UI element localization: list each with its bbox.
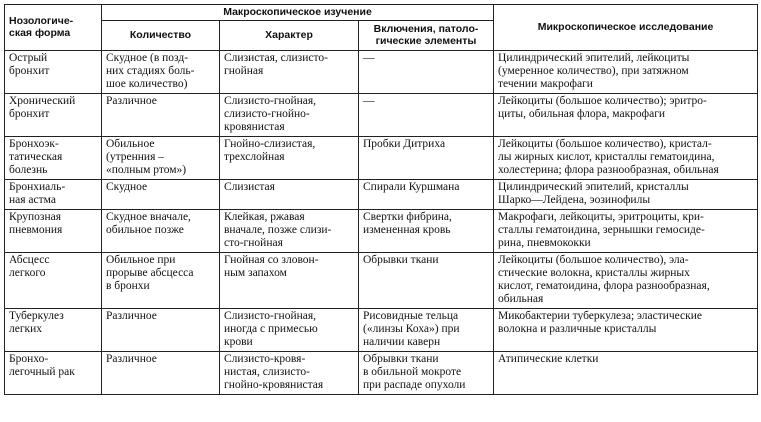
cell-inclusions: Спирали Куршмана bbox=[359, 180, 494, 210]
table-row bbox=[5, 210, 758, 253]
cell-form: Хронический бронхит bbox=[5, 94, 102, 137]
cell-character: Гнойно-слизистая, трехслойная bbox=[220, 137, 359, 180]
cell-form: Бронхо- легочный рак bbox=[5, 352, 102, 395]
sputum-table bbox=[4, 4, 758, 395]
header-row-1 bbox=[5, 5, 758, 21]
cell-form: Бронхиаль- ная астма bbox=[5, 180, 102, 210]
header-character: Характер bbox=[220, 21, 359, 51]
table-row bbox=[5, 309, 758, 352]
header-form: Нозологиче- ская форма bbox=[5, 5, 102, 51]
cell-character: Слизистая bbox=[220, 180, 359, 210]
cell-character: Слизисто-гнойная, иногда с примесью крови bbox=[220, 309, 359, 352]
cell-micro: Макрофаги, лейкоциты, эритроциты, кри- сталлы гематоидина, зернышки гемосиде- рина, пневмококки bbox=[494, 210, 758, 253]
header-inclusions: Включения, патоло- гические элементы bbox=[359, 21, 494, 51]
cell-inclusions: Обрывки ткани в обильной мокроте при распаде опухоли bbox=[359, 352, 494, 395]
table-row bbox=[5, 253, 758, 309]
table-row bbox=[5, 352, 758, 395]
cell-character: Слизисто-гнойная, слизисто-гнойно- кровянистая bbox=[220, 94, 359, 137]
table-row bbox=[5, 51, 758, 94]
cell-quantity: Различное bbox=[102, 309, 220, 352]
cell-micro: Атипические клетки bbox=[494, 352, 758, 395]
cell-form: Туберкулез легких bbox=[5, 309, 102, 352]
cell-quantity: Скудное вначале, обильное позже bbox=[102, 210, 220, 253]
cell-character: Клейкая, ржавая вначале, позже слизи- сто-гнойная bbox=[220, 210, 359, 253]
cell-character: Гнойная со зловон- ным запахом bbox=[220, 253, 359, 309]
cell-inclusions: Рисовидные тельца («линзы Коха») при наличии каверн bbox=[359, 309, 494, 352]
cell-inclusions: — bbox=[359, 51, 494, 94]
header-quantity: Количество bbox=[102, 21, 220, 51]
cell-micro: Лейкоциты (большое количество); эритро- циты, обильная флора, макрофаги bbox=[494, 94, 758, 137]
table-row bbox=[5, 137, 758, 180]
cell-inclusions: Пробки Дитриха bbox=[359, 137, 494, 180]
cell-character: Слизисто-кровя- нистая, слизисто- гнойно-кровянистая bbox=[220, 352, 359, 395]
cell-quantity: Различное bbox=[102, 352, 220, 395]
cell-form: Крупозная пневмония bbox=[5, 210, 102, 253]
header-micro: Микроскопическое исследование bbox=[494, 5, 758, 51]
table-row bbox=[5, 94, 758, 137]
cell-micro: Цилиндрический эпителий, кристаллы Шарко—Лейдена, эозинофилы bbox=[494, 180, 758, 210]
cell-quantity: Скудное bbox=[102, 180, 220, 210]
cell-micro: Лейкоциты (большое количество), кристал- лы жирных кислот, кристаллы гематоидина, холестерина; флора разнообразная, обильная bbox=[494, 137, 758, 180]
cell-quantity: Скудное (в позд- них стадиях боль- шое количество) bbox=[102, 51, 220, 94]
cell-quantity: Различное bbox=[102, 94, 220, 137]
cell-form: Абсцесс легкого bbox=[5, 253, 102, 309]
cell-micro: Микобактерии туберкулеза; эластические волокна и различные кристаллы bbox=[494, 309, 758, 352]
cell-form: Острый бронхит bbox=[5, 51, 102, 94]
cell-micro: Цилиндрический эпителий, лейкоциты (умеренное количество), при затяжном течении макрофаги bbox=[494, 51, 758, 94]
table-row bbox=[5, 180, 758, 210]
cell-character: Слизистая, слизисто- гнойная bbox=[220, 51, 359, 94]
cell-inclusions: Свертки фибрина, измененная кровь bbox=[359, 210, 494, 253]
cell-micro: Лейкоциты (большое количество), эла- стические волокна, кристаллы жирных кислот, гематоидина, флора разнообразная, обильная bbox=[494, 253, 758, 309]
cell-quantity: Обильное при прорыве абсцесса в бронхи bbox=[102, 253, 220, 309]
cell-form: Бронхоэк- татическая болезнь bbox=[5, 137, 102, 180]
cell-inclusions: — bbox=[359, 94, 494, 137]
cell-quantity: Обильное (утренния – «полным ртом») bbox=[102, 137, 220, 180]
header-macro: Макроскопическое изучение bbox=[102, 5, 494, 21]
cell-inclusions: Обрывки ткани bbox=[359, 253, 494, 309]
